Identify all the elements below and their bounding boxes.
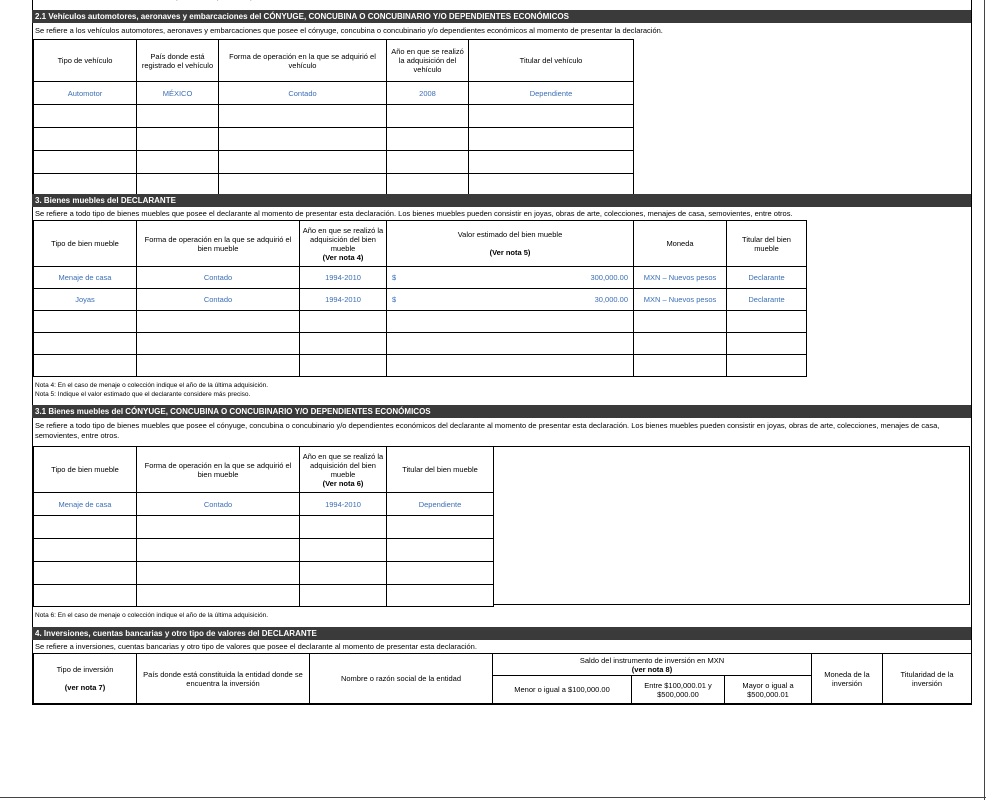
table-row (34, 128, 634, 151)
cell-valor (387, 267, 634, 289)
note-6: Nota 6: En el caso de menaje o colección indique el año de la última adquisición. (35, 612, 269, 619)
section-4-description: Se refiere a inversiones, cuentas bancarias y otro tipo de valores que posee el declarante al momento de presentar esta declaración. (35, 642, 477, 651)
header-titular: Titular del bien mueble (727, 221, 807, 267)
currency-symbol: $ (392, 295, 397, 304)
header-pais-registro: País donde está registrado el vehículo (137, 40, 219, 82)
cell-titular: Declarante (727, 289, 807, 311)
section-2-1-table (33, 39, 634, 195)
cell-moneda: MXN – Nuevos pesos (634, 289, 727, 311)
header-forma-operacion: Forma de operación en la que se adquirió el bien mueble (137, 221, 300, 267)
header-saldo: Saldo del instrumento de inversión en MXN (ver nota 8) (493, 654, 812, 676)
note-5-ref: (Ver nota 5) (489, 248, 531, 257)
header-forma-operacion: Forma de operación en la que se adquirió el bien mueble (137, 447, 300, 493)
cell-anio: 1994-2010 (300, 289, 387, 311)
section-3-1-title: 3.1 Bienes muebles del CÓNYUGE, CONCUBINA O CONCUBINARIO Y/O DEPENDIENTES ECONÓMICOS (32, 405, 971, 418)
section-3-1-table (33, 446, 494, 607)
cell-valor (387, 289, 634, 311)
note-7-ref: (ver nota 7) (64, 683, 106, 692)
note-3 (35, 0, 269, 1)
table-row (34, 539, 494, 562)
currency-symbol: $ (392, 273, 397, 282)
header-pais-entidad: País donde está constituida la entidad donde se encuentra la inversión (137, 654, 310, 704)
cell-forma: Contado (137, 289, 300, 311)
cell-titular: Dependiente (469, 82, 634, 105)
page-edge-right (984, 0, 985, 800)
table-row (34, 289, 807, 311)
section-3-title: 3. Bienes muebles del DECLARANTE (32, 194, 971, 207)
header-moneda: Moneda de la inversión (812, 654, 883, 704)
table-row (34, 493, 494, 516)
cell-tipo: Joyas (34, 289, 137, 311)
header-tipo-bien: Tipo de bien mueble (34, 221, 137, 267)
note-8-ref: (ver nota 8) (631, 664, 673, 674)
table-row (34, 174, 634, 195)
cell-titular: Dependiente (387, 493, 494, 516)
section-4-table (33, 653, 972, 704)
cell-tipo: Menaje de casa (34, 493, 137, 516)
cell-tipo: Automotor (34, 82, 137, 105)
header-forma-operacion: Forma de operación en la que se adquirió el vehículo (219, 40, 387, 82)
value-amount: 30,000.00 (594, 295, 628, 304)
section-2-1-description: Se refiere a los vehículos automotores, aeronaves y embarcaciones que posee el cónyuge, concubina o concubinario y/o dependientes económicos al momento de presentar la declaración. (35, 26, 663, 35)
cell-moneda: MXN – Nuevos pesos (634, 267, 727, 289)
table-row (34, 516, 494, 539)
table-row (34, 585, 494, 607)
section-3-table (33, 220, 807, 377)
cell-pais: MÉXICO (137, 82, 219, 105)
header-tipo-vehiculo: Tipo de vehículo (34, 40, 137, 82)
header-nombre-entidad: Nombre o razón social de la entidad (310, 654, 493, 704)
header-tipo-inversion: Tipo de inversión (ver nota 7) (34, 654, 137, 704)
header-titular: Titular del bien mueble (387, 447, 494, 493)
section-3-1-description: Se refiere a todo tipo de bienes muebles que posee el cónyuge, concubina o concubinario y/o dependientes económicos del declarante al momento de presentar esta declaración. Los bienes muebles pueden consistir en joyas, obras de arte, colecciones, menajes de casa, semovientes, entre otros. (35, 421, 940, 440)
cell-anio: 1994-2010 (300, 493, 387, 516)
header-anio-adquisicion: Año en que se realizó la adquisición del bien mueble (Ver nota 6) (300, 447, 387, 493)
section-3-1-blank-area (493, 446, 970, 605)
table-row (34, 311, 807, 333)
table-row (34, 151, 634, 174)
table-row (34, 105, 634, 128)
cell-anio: 2008 (387, 82, 469, 105)
table-row (34, 355, 807, 377)
header-saldo-entre: Entre $100,000.01 y $500,000.00 (632, 676, 725, 704)
header-valor-estimado: Valor estimado del bien mueble (Ver nota 5) (387, 221, 634, 267)
cell-anio: 1994-2010 (300, 267, 387, 289)
table-row (34, 82, 634, 105)
header-anio-adquisicion: Año en que se realizó la adquisición del vehículo (387, 40, 469, 82)
section-3-description: Se refiere a todo tipo de bienes muebles que posee el declarante al momento de presentar esta declaración. Los bienes muebles pueden consistir en joyas, obras de arte, colecciones, menajes de casa, semovientes, entre otros. (35, 209, 793, 218)
section-2-1-title: 2.1 Vehículos automotores, aeronaves y embarcaciones del CÓNYUGE, CONCUBINA O CONCUBINARIO Y/O DEPENDIENTES ECONÓMICOS (32, 10, 971, 23)
cell-forma: Contado (137, 267, 300, 289)
table-row (34, 562, 494, 585)
cell-titular: Declarante (727, 267, 807, 289)
header-tipo-bien: Tipo de bien mueble (34, 447, 137, 493)
header-anio-adquisicion: Año en que se realizó la adquisición del bien mueble (Ver nota 4) (300, 221, 387, 267)
note-5: Nota 5: Indique el valor estimado que el declarante considere más preciso. (35, 391, 251, 398)
note-6-ref: (Ver nota 6) (322, 478, 364, 488)
header-saldo-menor: Menor o igual a $100,000.00 (493, 676, 632, 704)
value-amount: 300,000.00 (590, 273, 628, 282)
note-4-ref: (Ver nota 4) (322, 252, 364, 262)
cell-tipo: Menaje de casa (34, 267, 137, 289)
table-row (34, 267, 807, 289)
header-titular: Titular del vehículo (469, 40, 634, 82)
header-moneda: Moneda (634, 221, 727, 267)
cell-forma: Contado (137, 493, 300, 516)
cell-forma: Contado (219, 82, 387, 105)
note-4: Nota 4: En el caso de menaje o colección indique el año de la última adquisición. (35, 382, 269, 389)
header-titularidad: Titularidad de la inversión (883, 654, 972, 704)
table-row (34, 333, 807, 355)
section-4-title: 4. Inversiones, cuentas bancarias y otro tipo de valores del DECLARANTE (32, 627, 971, 640)
header-saldo-mayor: Mayor o igual a $500,000.01 (725, 676, 812, 704)
page-edge-bottom (0, 797, 986, 798)
